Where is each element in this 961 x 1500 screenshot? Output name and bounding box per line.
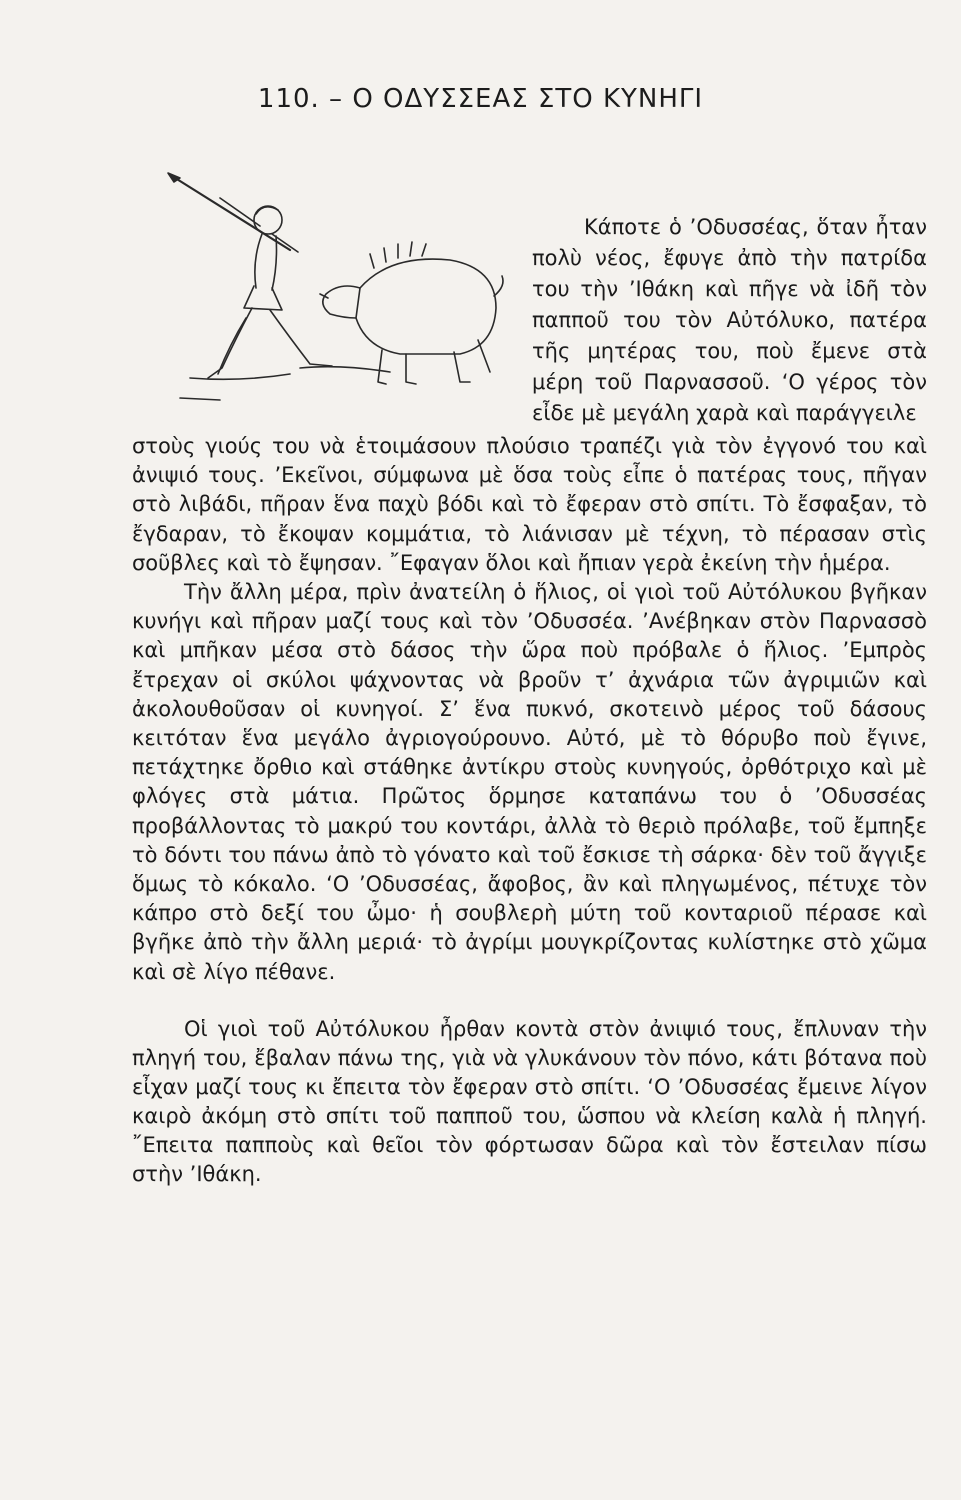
closing-paragraph: Οἱ γιοὶ τοῦ Αὐτόλυκου ἦρθαν κοντὰ στὸν ἀνιψιό τους, ἔπλυναν τὴν πληγή του, ἔβαλαν πάνω της, γιὰ νὰ γλυκάνουν τὸν πόνο, κάτι βότανα ποὺ εἶχαν μαζί τους κι ἔπειτα τὸν ἔφεραν στὸ σπίτι. ‘Ο ’Οδυσσέας ἔμεινε λίγον καιρὸ ἀκόμη στὸ σπίτι τοῦ παπποῦ του, ὥσπου νὰ κλείση καλὰ ἡ πληγή. ῎Επειτα παπποὺς καὶ θεῖοι τὸν φόρτωσαν δῶρα καὶ τὸν ἔστειλαν πίσω στὴν ’Ιθάκη.: [132, 1017, 927, 1186]
hunter-and-boar-illustration-icon: [160, 168, 515, 418]
main-text-column: [132, 432, 927, 987]
closing-text-block: [132, 1015, 927, 1189]
chapter-title: 110. – Ο ΟΔΥΣΣΕΑΣ ΣΤΟ ΚΥΝΗΓΙ: [257, 84, 704, 114]
opening-paragraph: Κάποτε ὁ ’Οδυσσέας, ὅταν ἦταν πολὺ νέος, ἔφυγε ἀπὸ τὴν πατρίδα του τὴν ’Ιθάκη καὶ πῆγε νὰ ἰδῆ τὸν παπποῦ του τὸν Αὐτόλυκο, πατέρα τῆς μητέρας του, ποὺ ἔμενε στὰ μέρη τοῦ Παρνασσοῦ. ‘Ο γέρος τὸν εἶδε μὲ μεγάλη χαρὰ καὶ παράγγειλε: [532, 215, 927, 425]
hunt-paragraph: Τὴν ἄλλη μέρα, πρὶν ἀνατείλη ὁ ἥλιος, οἱ γιοὶ τοῦ Αὐτόλυκου βγῆκαν κυνήγι καὶ πῆραν μαζί τους καὶ τὸν ’Οδυσσέα. ’Ανέβηκαν στὸν Παρνασσὸ καὶ μπῆκαν μέσα στὸ δάσος τὴν ὥρα ποὺ πρόβαλε ὁ ἥλιος. ’Εμπρὸς ἔτρεχαν οἱ σκύλοι ψάχνοντας νὰ βροῦν τ’ ἀχνάρια τῶν ἀγριμιῶν καὶ ἀκολουθοῦσαν οἱ κυνηγοί. Σ’ ἕνα πυκνό, σκοτεινὸ μέρος τοῦ δάσους κειτόταν ἕνα μεγάλο ἀγριογούρουνο. Αὐτό, μὲ τὸ θόρυβο ποὺ ἔγινε, πετάχτηκε ὄρθιο καὶ στάθηκε ἀντίκρυ στοὺς κυνηγούς, ὀρθότριχο καὶ μὲ φλόγες στὰ μάτια. Πρῶτος ὅρμησε καταπάνω του ὁ ’Οδυσσέας προβάλλοντας τὸ μακρύ του κοντάρι, ἀλλὰ τὸ θεριὸ πρόλαβε, τοῦ ἔμπηξε τὸ δόντι του πάνω ἀπὸ τὸ γόνατο καὶ τοῦ ἔσκισε τὴ σάρκα· δὲν τοῦ ἄγγιξε ὅμως τὸ κόκαλο. ‘Ο ’Οδυσσέας, ἄφοβος, ἂν καὶ πληγωμένος, πέτυχε τὸν κάπρο στὸ δεξί του ὦμο· ἡ σουβλερὴ μύτη τοῦ κονταριοῦ πέρασε καὶ βγῆκε ἀπὸ τὴν ἄλλη μεριά· τὸ ἀγρίμι μουγκρίζοντας κυλίστηκε στὸ χῶμα καὶ σὲ λίγο πέθανε.: [132, 580, 927, 984]
wrapped-opening-text: [532, 212, 927, 429]
opening-paragraph-continuation: στοὺς γιούς του νὰ ἑτοιμάσουν πλούσιο τραπέζι γιὰ τὸν ἐγγονό του καὶ ἀνιψιό τους. ’Εκεῖνοι, σύμφωνα μὲ ὅσα τοὺς εἶπε ὁ πατέρας τους, πῆγαν στὸ λιβάδι, πῆραν ἕνα παχὺ βόδι καὶ τὸ ἔφεραν στὸ σπίτι. Τὸ ἔσφαξαν, τὸ ἔγδαραν, τὸ ἔκοψαν κομμάτια, τὸ λιάνισαν μὲ τέχνη, τὸ πέρασαν στὶς σοῦβλες καὶ τὸ ἔψησαν. ῎Εφαγαν ὅλοι καὶ ἤπιαν γερὰ ἐκείνη τὴν ἡμέρα.: [132, 434, 927, 575]
